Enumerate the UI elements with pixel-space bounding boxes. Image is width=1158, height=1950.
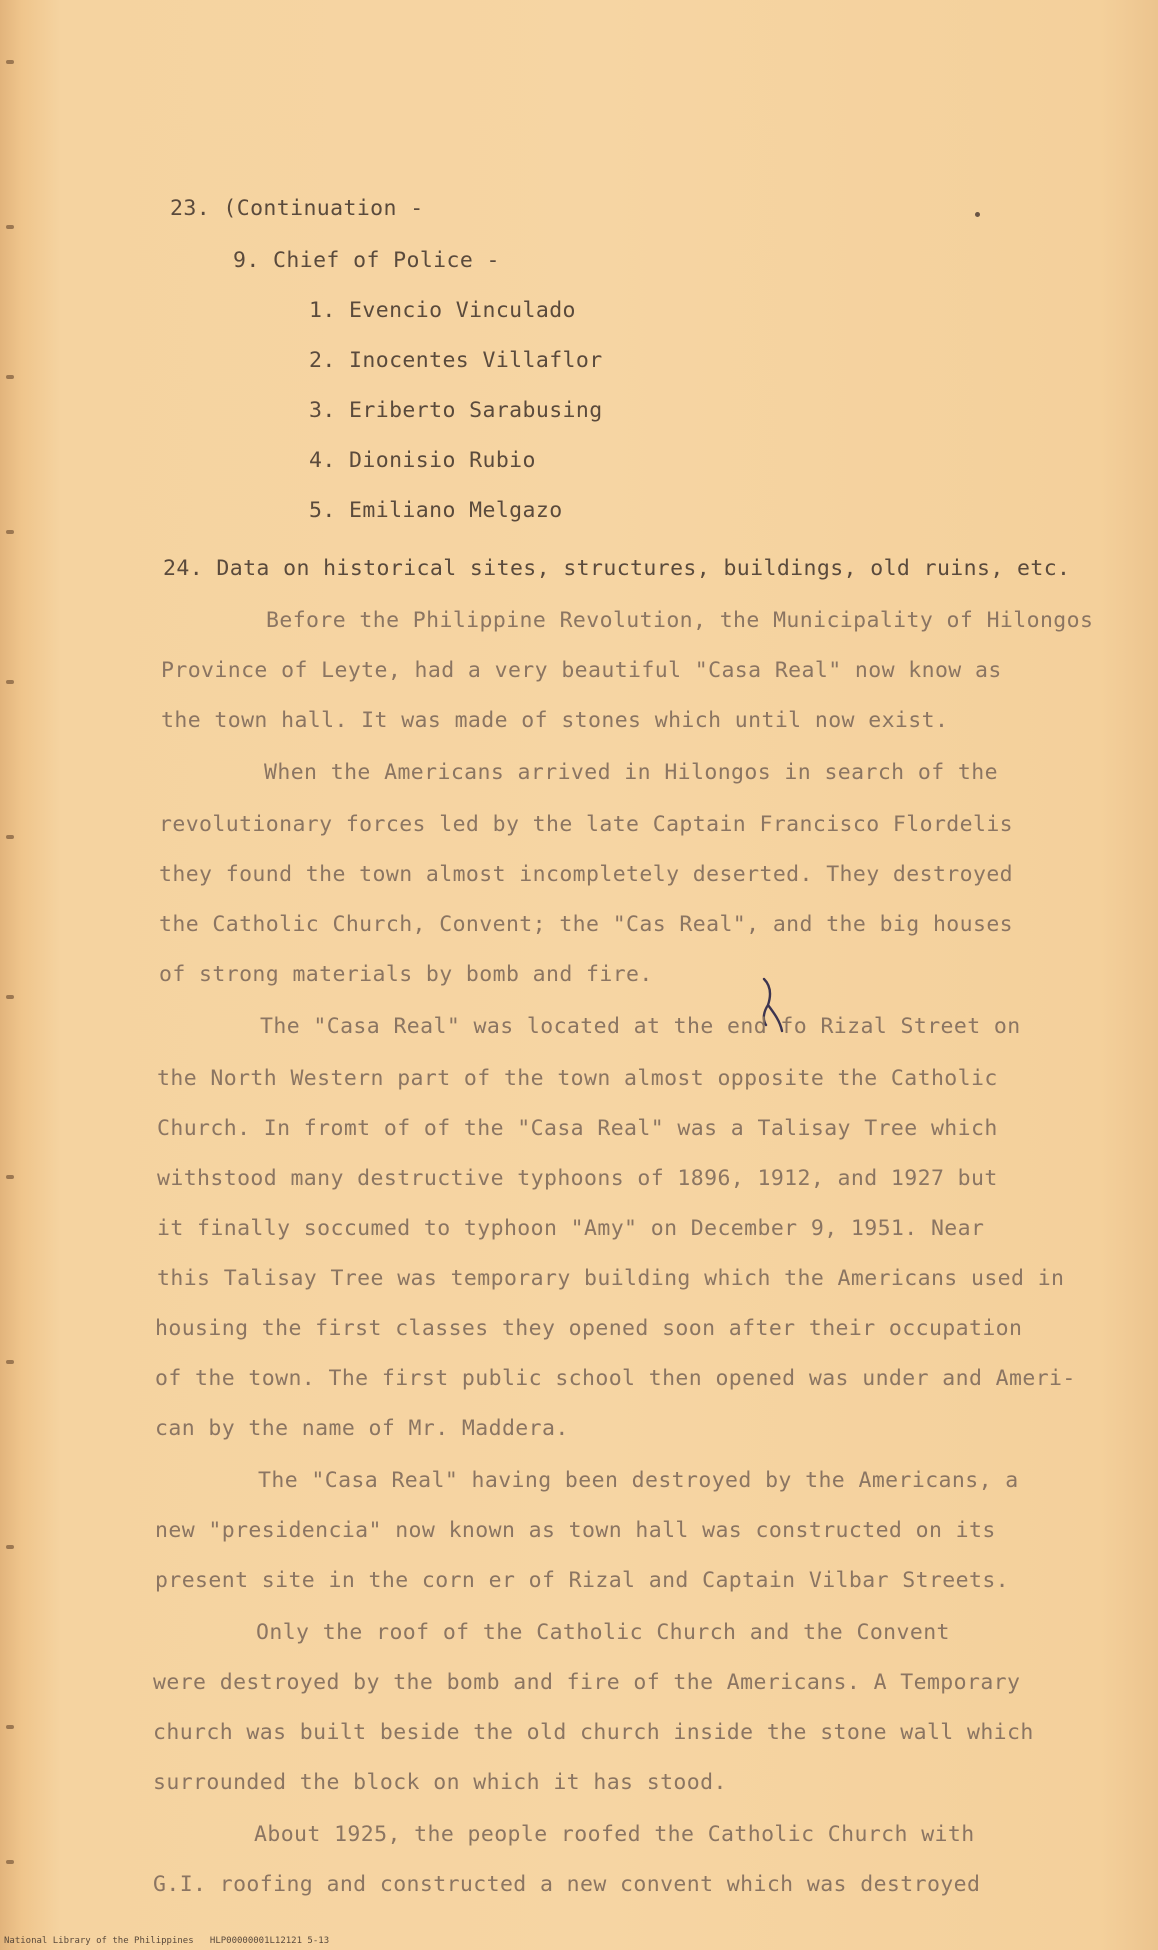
list-item: 1. Evencio Vinculado — [309, 298, 576, 323]
body-line: the North Western part of the town almost opposite the Catholic — [157, 1066, 998, 1091]
body-line: 24. Data on historical sites, structures, buildings, old ruins, etc. — [163, 556, 1071, 581]
body-line: Only the roof of the Catholic Church and the Convent — [256, 1620, 950, 1645]
body-line: About 1925, the people roofed the Catholic Church with — [254, 1822, 975, 1847]
body-line: G.I. roofing and constructed a new convent which was destroyed — [153, 1872, 981, 1897]
body-line: The "Casa Real" was located at the end fo Rizal Street on — [260, 1014, 1021, 1039]
stray-dot — [975, 212, 980, 217]
body-line: Before the Philippine Revolution, the Municipality of Hilongos — [266, 608, 1094, 633]
body-line: of the town. The first public school then opened was under and Ameri- — [155, 1366, 1076, 1391]
archive-stamp: National Library of the Philippines HLP00000001L12121 5-13 — [4, 1936, 330, 1946]
body-line: The "Casa Real" having been destroyed by the Americans, a — [258, 1468, 1019, 1493]
list-item: 5. Emiliano Melgazo — [309, 498, 563, 523]
body-line: When the Americans arrived in Hilongos in search of the — [264, 760, 998, 785]
body-line: new "presidencia" now known as town hall was constructed on its — [155, 1518, 996, 1543]
chief-of-police-title: 9. Chief of Police - — [233, 248, 500, 273]
body-line: were destroyed by the bomb and fire of the Americans. A Temporary — [153, 1670, 1021, 1695]
body-line: the Catholic Church, Convent; the "Cas Real", and the big houses — [159, 912, 1014, 937]
body-line: Church. In fromt of of the "Casa Real" was a Talisay Tree which — [157, 1116, 998, 1141]
body-line: this Talisay Tree was temporary building which the Americans used in — [157, 1266, 1065, 1291]
body-line: it finally soccumed to typhoon "Amy" on December 9, 1951. Near — [157, 1216, 985, 1241]
body-line: church was built beside the old church inside the stone wall which — [153, 1720, 1034, 1745]
list-item: 4. Dionisio Rubio — [309, 448, 536, 473]
section-heading: 23. (Continuation - — [170, 196, 424, 221]
body-line: they found the town almost incompletely deserted. They destroyed — [159, 862, 1014, 887]
list-item: 3. Eriberto Sarabusing — [309, 398, 603, 423]
body-line: the town hall. It was made of stones which until now exist. — [161, 708, 949, 733]
body-line: housing the first classes they opened soon after their occupation — [155, 1316, 1023, 1341]
body-line: can by the name of Mr. Maddera. — [155, 1416, 569, 1441]
body-line: withstood many destructive typhoons of 1896, 1912, and 1927 but — [157, 1166, 998, 1191]
body-line: present site in the corn er of Rizal and Captain Vilbar Streets. — [155, 1568, 1010, 1593]
body-line: revolutionary forces led by the late Captain Francisco Flordelis — [159, 812, 1014, 837]
body-line: Province of Leyte, had a very beautiful "Casa Real" now know as — [161, 658, 1002, 683]
list-item: 2. Inocentes Villaflor — [309, 348, 603, 373]
body-line: of strong materials by bomb and fire. — [159, 962, 653, 987]
body-line: surrounded the block on which it has stood. — [153, 1770, 727, 1795]
